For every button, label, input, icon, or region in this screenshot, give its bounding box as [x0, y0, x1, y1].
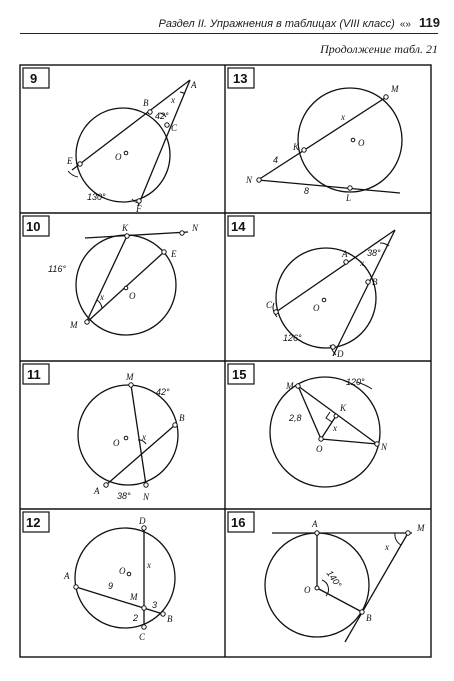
panel-12: [23, 512, 175, 642]
point-label: K: [122, 223, 129, 233]
unknown-label: x: [360, 258, 364, 268]
arc-tick: [68, 171, 78, 177]
arc-value: 120°: [346, 377, 365, 387]
tangent-line: [85, 232, 188, 238]
point-label: N: [143, 492, 150, 502]
running-header-title: Раздел II. Упражнения в таблицах (VIII класс): [158, 18, 395, 30]
panel-number: 11: [27, 367, 41, 382]
point-label: B: [167, 614, 173, 624]
table-continuation-caption: Продолжение табл. 21: [320, 42, 438, 56]
point-label: C: [139, 632, 146, 642]
circle: [76, 108, 170, 202]
point: [180, 231, 184, 235]
unknown-label: x: [142, 432, 146, 442]
point: [74, 585, 78, 589]
panel-15: [228, 364, 388, 487]
point: [142, 625, 146, 629]
point-label: C: [171, 123, 178, 133]
point-label: K: [340, 403, 347, 413]
point: [85, 320, 89, 324]
point: [257, 178, 261, 182]
point-label: L: [346, 193, 352, 203]
point: [334, 414, 338, 418]
point: [302, 148, 306, 152]
point: [331, 345, 335, 349]
point: [161, 612, 165, 616]
point-label: M: [126, 372, 134, 382]
point-label: O: [129, 291, 136, 301]
angle-arc: [380, 243, 389, 246]
point-label: B: [143, 98, 149, 108]
center-point: [322, 298, 326, 302]
point-label: A: [312, 519, 318, 529]
page-number: 119: [419, 15, 440, 30]
point-label: A: [342, 249, 348, 259]
point: [129, 383, 133, 387]
unknown-label: x: [100, 292, 104, 302]
point: [274, 310, 278, 314]
point-label: O: [113, 438, 120, 448]
panel-number: 15: [232, 367, 247, 382]
arc-value: 42°: [156, 387, 170, 397]
segment-value: 2: [133, 613, 139, 623]
point: [162, 250, 166, 254]
center-point: [124, 151, 128, 155]
angle-arc: [395, 533, 401, 545]
segment-value: 4: [273, 155, 279, 165]
chord: [76, 587, 163, 614]
panel-number: 12: [26, 515, 41, 530]
point-label: E: [67, 156, 73, 166]
panel-9: [23, 68, 197, 214]
segment-value: 9: [108, 581, 114, 591]
panel-number: 16: [231, 515, 246, 530]
point: [319, 437, 323, 441]
panel-number: 13: [233, 71, 248, 86]
radius: [321, 439, 377, 444]
point-label: K: [293, 142, 300, 152]
arc-value: 38°: [117, 491, 131, 501]
radius: [317, 588, 362, 612]
angle-arc: [322, 580, 329, 596]
center-point: [315, 586, 319, 590]
point-label: O: [119, 566, 126, 576]
point-label: D: [337, 349, 344, 359]
segment-value: 3: [152, 600, 158, 610]
point: [344, 260, 348, 264]
point-label: M: [286, 381, 294, 391]
point-label: O: [316, 444, 323, 454]
point: [148, 110, 152, 114]
point-label: M: [391, 84, 399, 94]
point-label: E: [171, 249, 177, 259]
point-label: M: [417, 523, 425, 533]
center-point: [351, 138, 355, 142]
point: [296, 384, 300, 388]
point-label: C: [266, 300, 273, 310]
point: [125, 234, 129, 238]
panel-13: [228, 68, 402, 203]
circle: [76, 235, 176, 335]
point: [348, 186, 352, 190]
panel-14: [228, 216, 395, 359]
angle-value: 38°: [367, 248, 381, 258]
point-label: N: [192, 223, 199, 233]
point: [78, 162, 82, 166]
point: [142, 526, 146, 530]
tangent-line: [258, 180, 400, 193]
point: [137, 199, 141, 203]
point: [384, 95, 388, 99]
point-label: B: [179, 413, 185, 423]
point-label: O: [304, 585, 311, 595]
point-label: M: [130, 592, 138, 602]
point-label: M: [70, 320, 78, 330]
point: [104, 483, 108, 487]
arc-value: 130°: [87, 192, 106, 202]
panel-number: 9: [30, 71, 38, 86]
point: [366, 280, 370, 284]
panel-16: [228, 512, 425, 642]
point-label: D: [139, 516, 146, 526]
unknown-label: x: [341, 112, 345, 122]
table-grid: [20, 65, 431, 657]
point-label: N: [381, 442, 388, 452]
point: [315, 531, 319, 535]
segment-value: 8: [304, 186, 310, 196]
panel-number: 10: [26, 219, 41, 234]
center-point: [124, 436, 128, 440]
point-label: O: [358, 138, 365, 148]
point-label: O: [313, 303, 320, 313]
point-label: N: [246, 175, 253, 185]
secant-line: [258, 96, 388, 180]
arc-value: 116°: [48, 264, 66, 274]
point: [173, 423, 177, 427]
panel-11: [23, 364, 185, 502]
point-label: A: [191, 80, 197, 90]
unknown-label: x: [147, 560, 151, 570]
point-label: F: [136, 204, 142, 214]
arc-value: 126°: [283, 333, 302, 343]
point-label: B: [366, 613, 372, 623]
point-label: O: [115, 152, 122, 162]
right-angle-mark: [326, 412, 332, 422]
segment-value: 2,8: [289, 413, 302, 423]
point: [144, 483, 148, 487]
point: [142, 606, 146, 610]
ornament-separator: «»: [399, 19, 411, 30]
point-label: A: [94, 486, 100, 496]
panel-10: [23, 216, 199, 335]
point: [165, 123, 169, 127]
angle-value: 42°: [155, 111, 169, 121]
panel-number: 14: [231, 219, 246, 234]
chord: [106, 425, 175, 485]
unknown-label: x: [385, 542, 389, 552]
unknown-label: x: [171, 95, 175, 105]
circle: [298, 88, 402, 192]
point-label: B: [372, 277, 378, 287]
unknown-label: x: [333, 423, 337, 433]
angle-value: 140°: [324, 568, 344, 590]
point: [360, 610, 364, 614]
center-point: [127, 572, 131, 576]
center-point: [124, 286, 128, 290]
point: [375, 442, 379, 446]
point-label: A: [64, 571, 70, 581]
secant-line: [276, 230, 395, 312]
point: [406, 531, 410, 535]
